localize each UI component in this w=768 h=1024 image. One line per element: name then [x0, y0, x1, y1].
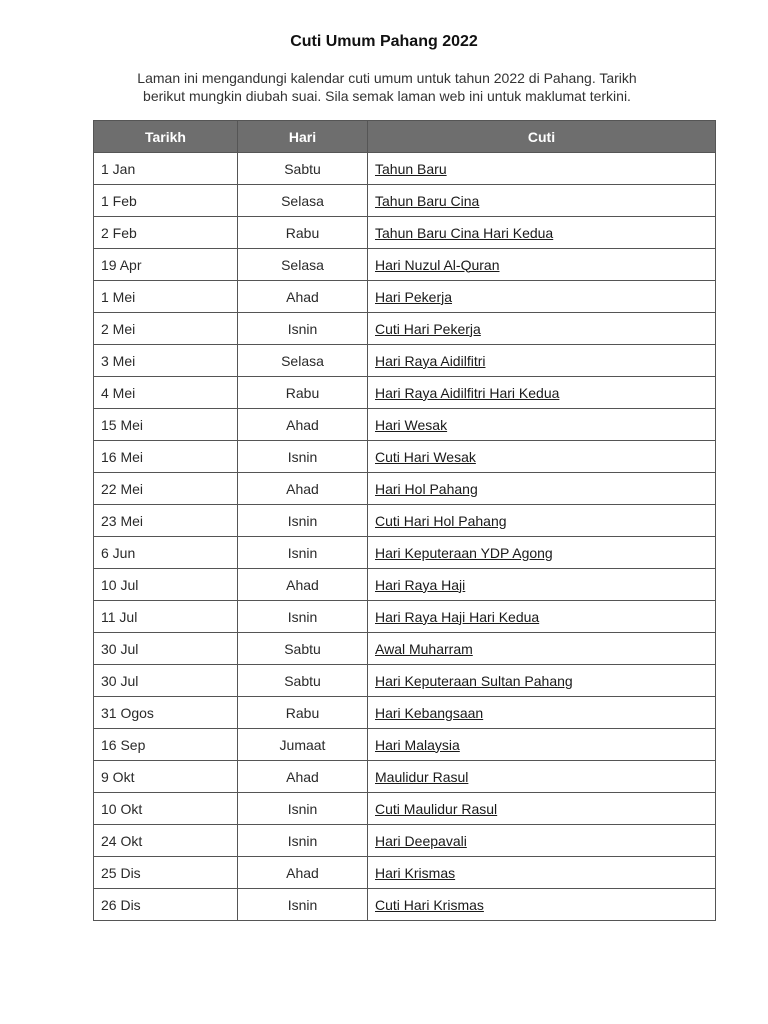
cell-day: Selasa	[238, 249, 368, 281]
cell-date: 16 Mei	[94, 441, 238, 473]
holiday-link[interactable]: Hari Keputeraan YDP Agong	[375, 544, 553, 561]
cell-day: Rabu	[238, 217, 368, 249]
cell-holiday	[368, 217, 716, 249]
cell-day: Isnin	[238, 537, 368, 569]
holiday-link[interactable]: Tahun Baru Cina	[375, 192, 480, 209]
cell-holiday	[368, 249, 716, 281]
cell-day: Ahad	[238, 473, 368, 505]
cell-date: 16 Sep	[94, 729, 238, 761]
cell-holiday	[368, 825, 716, 857]
holiday-link[interactable]: Hari Raya Aidilfitri	[375, 352, 486, 369]
cell-holiday	[368, 569, 716, 601]
cell-day: Ahad	[238, 857, 368, 889]
holiday-link[interactable]: Cuti Maulidur Rasul	[375, 800, 498, 817]
cell-holiday	[368, 185, 716, 217]
table-body	[94, 153, 716, 921]
holiday-link[interactable]: Maulidur Rasul	[375, 768, 469, 785]
table-row	[94, 569, 716, 601]
holiday-link[interactable]: Hari Kebangsaan	[375, 704, 484, 721]
cell-date: 2 Mei	[94, 313, 238, 345]
holiday-link[interactable]: Hari Raya Aidilfitri Hari Kedua	[375, 384, 560, 401]
cell-day: Rabu	[238, 697, 368, 729]
cell-date: 25 Dis	[94, 857, 238, 889]
holiday-link[interactable]: Cuti Hari Krismas	[375, 896, 484, 913]
cell-date: 15 Mei	[94, 409, 238, 441]
table-row	[94, 761, 716, 793]
holiday-link[interactable]: Cuti Hari Hol Pahang	[375, 512, 507, 529]
holiday-link[interactable]: Hari Hol Pahang	[375, 480, 478, 497]
cell-day: Ahad	[238, 409, 368, 441]
table-row	[94, 249, 716, 281]
cell-day: Isnin	[238, 601, 368, 633]
cell-date: 9 Okt	[94, 761, 238, 793]
holiday-link[interactable]: Hari Malaysia	[375, 736, 460, 753]
table-row	[94, 857, 716, 889]
table-header-row	[94, 121, 716, 153]
holiday-link[interactable]: Hari Krismas	[375, 864, 456, 881]
header-holiday: Cuti	[368, 121, 716, 153]
holiday-link[interactable]: Hari Raya Haji Hari Kedua	[375, 608, 540, 625]
table-row	[94, 601, 716, 633]
holiday-link[interactable]: Hari Deepavali	[375, 832, 467, 849]
table-row	[94, 217, 716, 249]
table-row	[94, 313, 716, 345]
cell-date: 26 Dis	[94, 889, 238, 921]
cell-holiday	[368, 761, 716, 793]
cell-holiday	[368, 697, 716, 729]
table-row	[94, 665, 716, 697]
cell-day: Isnin	[238, 313, 368, 345]
cell-date: 6 Jun	[94, 537, 238, 569]
holiday-link[interactable]: Hari Raya Haji	[375, 576, 466, 593]
table-row	[94, 633, 716, 665]
cell-day: Sabtu	[238, 633, 368, 665]
cell-holiday	[368, 601, 716, 633]
table-row	[94, 345, 716, 377]
cell-day: Isnin	[238, 505, 368, 537]
holiday-link[interactable]: Hari Keputeraan Sultan Pahang	[375, 672, 573, 689]
cell-day: Isnin	[238, 793, 368, 825]
cell-date: 1 Jan	[94, 153, 238, 185]
cell-day: Ahad	[238, 281, 368, 313]
holiday-link[interactable]: Cuti Hari Pekerja	[375, 320, 481, 337]
cell-holiday	[368, 153, 716, 185]
table-row	[94, 281, 716, 313]
holiday-link[interactable]: Cuti Hari Wesak	[375, 448, 476, 465]
table-row	[94, 729, 716, 761]
page-title: Cuti Umum Pahang 2022	[290, 33, 478, 50]
cell-date: 1 Mei	[94, 281, 238, 313]
table-row	[94, 697, 716, 729]
cell-holiday	[368, 345, 716, 377]
table-row	[94, 441, 716, 473]
cell-date: 24 Okt	[94, 825, 238, 857]
cell-day: Jumaat	[238, 729, 368, 761]
cell-date: 19 Apr	[94, 249, 238, 281]
cell-holiday	[368, 377, 716, 409]
cell-holiday	[368, 537, 716, 569]
table-row	[94, 377, 716, 409]
cell-day: Sabtu	[238, 153, 368, 185]
cell-date: 23 Mei	[94, 505, 238, 537]
holiday-link[interactable]: Tahun Baru	[375, 160, 447, 177]
cell-holiday	[368, 473, 716, 505]
cell-date: 30 Jul	[94, 633, 238, 665]
cell-date: 31 Ogos	[94, 697, 238, 729]
holiday-table	[93, 120, 716, 921]
table-row	[94, 409, 716, 441]
cell-holiday	[368, 409, 716, 441]
cell-holiday	[368, 729, 716, 761]
cell-date: 10 Okt	[94, 793, 238, 825]
cell-day: Ahad	[238, 569, 368, 601]
header-day: Hari	[238, 121, 368, 153]
cell-date: 11 Jul	[94, 601, 238, 633]
cell-holiday	[368, 441, 716, 473]
header-date: Tarikh	[94, 121, 238, 153]
cell-date: 30 Jul	[94, 665, 238, 697]
cell-holiday	[368, 889, 716, 921]
intro-line-1: Laman ini mengandungi kalendar cuti umum untuk tahun 2022 di Pahang. Tarikh	[137, 70, 637, 86]
cell-day: Isnin	[238, 889, 368, 921]
table-row	[94, 793, 716, 825]
holiday-link[interactable]: Hari Pekerja	[375, 288, 453, 305]
table-row	[94, 825, 716, 857]
cell-holiday	[368, 857, 716, 889]
table-row	[94, 889, 716, 921]
cell-day: Ahad	[238, 761, 368, 793]
cell-date: 22 Mei	[94, 473, 238, 505]
cell-date: 1 Feb	[94, 185, 238, 217]
table-row	[94, 537, 716, 569]
cell-holiday	[368, 281, 716, 313]
cell-holiday	[368, 633, 716, 665]
cell-date: 10 Jul	[94, 569, 238, 601]
cell-day: Sabtu	[238, 665, 368, 697]
table-row	[94, 185, 716, 217]
cell-date: 4 Mei	[94, 377, 238, 409]
intro-text	[92, 69, 682, 105]
cell-day: Isnin	[238, 441, 368, 473]
holiday-link[interactable]: Awal Muharram	[375, 640, 473, 657]
intro-line-2: berikut mungkin diubah suai. Sila semak laman web ini untuk maklumat terkini.	[143, 88, 631, 104]
table-row	[94, 473, 716, 505]
holiday-link[interactable]: Hari Wesak	[375, 416, 448, 433]
cell-day: Selasa	[238, 185, 368, 217]
cell-day: Rabu	[238, 377, 368, 409]
cell-date: 2 Feb	[94, 217, 238, 249]
cell-holiday	[368, 665, 716, 697]
cell-holiday	[368, 793, 716, 825]
cell-day: Selasa	[238, 345, 368, 377]
table-row	[94, 505, 716, 537]
cell-holiday	[368, 313, 716, 345]
table-row	[94, 153, 716, 185]
cell-holiday	[368, 505, 716, 537]
holiday-link[interactable]: Tahun Baru Cina Hari Kedua	[375, 224, 554, 241]
cell-date: 3 Mei	[94, 345, 238, 377]
holiday-link[interactable]: Hari Nuzul Al-Quran	[375, 256, 500, 273]
cell-day: Isnin	[238, 825, 368, 857]
